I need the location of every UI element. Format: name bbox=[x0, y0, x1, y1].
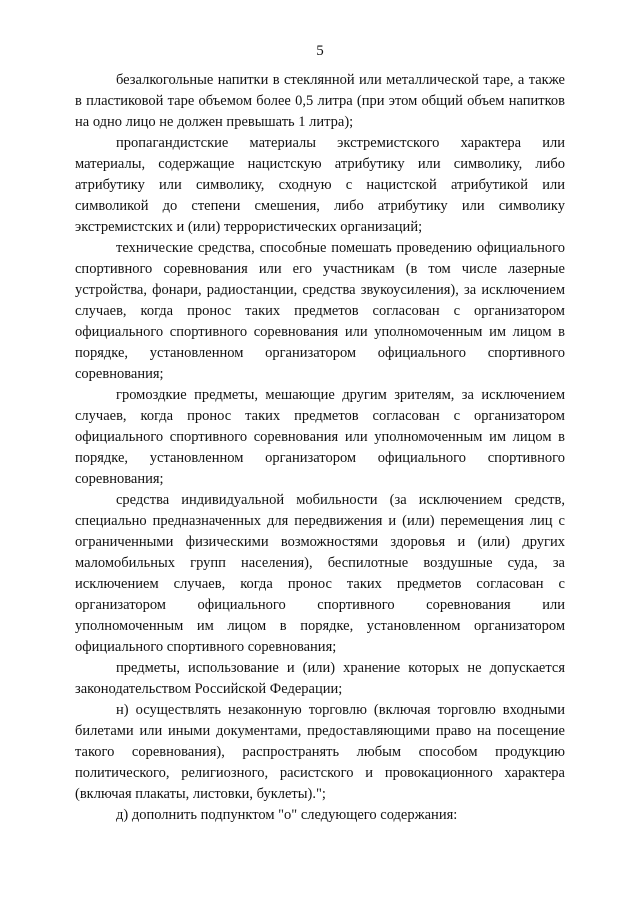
paragraph-mobility-devices: средства индивидуальной мобильности (за исключением средств, специально предназначенных для передвижения и (или) перемещения лиц с ограниченными физическими возможностями здоровья и (или) других маломобильных групп населения), беспилотные воздушные суда, за исключением случаев, когда пронос таких предметов согласован с организатором официального спортивного соревнования или уполномоченным им лицом в порядке, установленном организатором официального спортивного соревнования; bbox=[75, 492, 565, 655]
paragraph-bulky-items: громоздкие предметы, мешающие другим зрителям, за исключением случаев, когда пронос таких предметов согласован с организатором официального спортивного соревнования или уполномоченным им лицом в порядке, установленном организатором официального спортивного соревнования; bbox=[75, 387, 565, 487]
paragraph-extremist-materials: пропагандистские материалы экстремистского характера или материалы, содержащие нацистскую атрибутику или символику, либо атрибутику или символику, сходную с нацистской атрибутикой или символикой до степени смешения, либо атрибутику или символику экстремистских и (или) террористических организаций; bbox=[75, 135, 565, 235]
paragraph-amendment: д) дополнить подпунктом "о" следующего содержания: bbox=[116, 807, 458, 823]
page-number: 5 bbox=[316, 43, 324, 59]
document-body bbox=[75, 70, 565, 826]
paragraph-technical-means: технические средства, способные помешать проведению официального спортивного соревнования или его участникам (в том числе лазерные устройства, фонари, радиостанции, средства звукоусиления), за исключением случаев, когда пронос таких предметов согласован с организатором официального спортивного соревнования или уполномоченным им лицом в порядке, установленном организатором официального спортивного соревнования; bbox=[75, 240, 565, 382]
paragraph-prohibited-items: предметы, использование и (или) хранение которых не допускается законодательством Российской Федерации; bbox=[75, 660, 565, 697]
paragraph-beverages: безалкогольные напитки в стеклянной или металлической таре, а также в пластиковой таре объемом более 0,5 литра (при этом общий объем напитков на одно лицо не должен превышать 1 литра); bbox=[75, 72, 565, 130]
paragraph-illegal-trade: н) осуществлять незаконную торговлю (включая торговлю входными билетами или иными документами, предоставляющими право на посещение такого соревнования), распространять любым способом продукцию политического, религиозного, расистского и провокационного характера (включая плакаты, листовки, буклеты)."; bbox=[75, 702, 565, 802]
